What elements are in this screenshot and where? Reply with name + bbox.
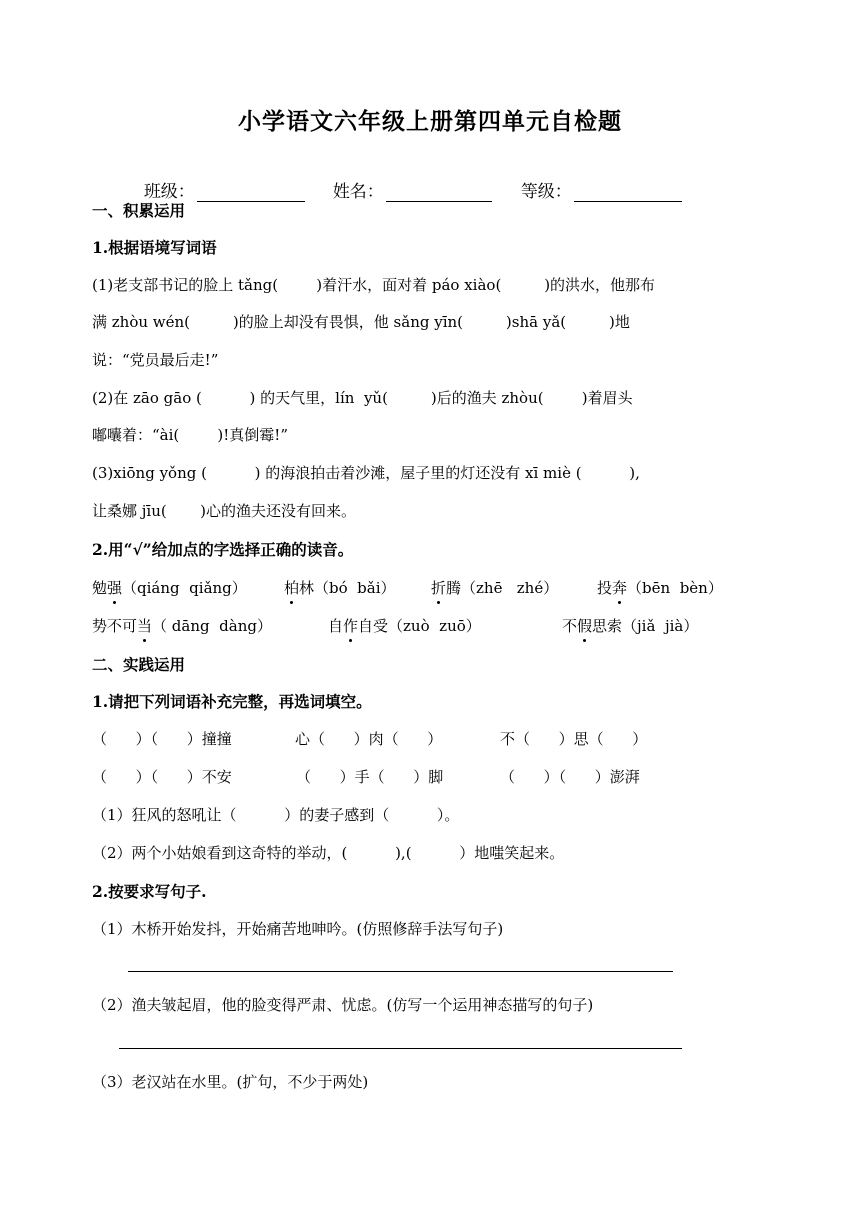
- q1-1-line-1: (1)老支部书记的脸上 tǎng( )着汗水，面对着 páo xiào( )的洪水，他那布: [92, 276, 656, 294]
- answer-line-1[interactable]: [128, 971, 673, 972]
- question-2-2-heading: 2.按要求写句子.: [92, 882, 207, 901]
- name-blank[interactable]: [386, 183, 492, 202]
- pronunciation-item: 自作自受（zuò zuō）: [328, 617, 481, 635]
- q1-1-line-7: 让桑娜 jīu( )心的渔夫还没有回来。: [92, 502, 356, 520]
- grade-label: 等级：: [520, 182, 572, 202]
- pronunciation-item: 不假思索（jiǎ jià）: [562, 617, 699, 635]
- dotted-char: 作: [343, 617, 359, 635]
- grade-blank[interactable]: [574, 183, 682, 202]
- pronunciation-item: 折腾（zhē zhé）: [431, 579, 559, 597]
- dotted-char: 奔: [612, 579, 628, 597]
- question-1-2-heading: 2.用“√”给加点的字选择正确的读音。: [92, 540, 354, 559]
- rewrite-prompt-1: （1）木桥开始发抖，开始痛苦地呻吟。(仿照修辞手法写句子): [92, 920, 504, 938]
- section-2-heading: 二、实践运用: [92, 655, 186, 674]
- dotted-char: 假: [577, 617, 593, 635]
- pronunciation-item: 柏林（bó bǎi）: [284, 579, 396, 597]
- q1-1-line-5: 嘟囔着：“ài( )!真倒霉!”: [92, 426, 288, 444]
- class-label: 班级：: [143, 182, 195, 202]
- q1-1-line-3: 说：“党员最后走!”: [92, 351, 219, 369]
- rewrite-prompt-3: （3）老汉站在水里。(扩句，不少于两处): [92, 1073, 369, 1091]
- pronunciation-item: 势不可当（ dāng dàng）: [92, 617, 272, 635]
- class-field: [133, 157, 305, 202]
- pronunciation-item: 勉强（qiáng qiǎng）: [92, 579, 247, 597]
- fill-sentence-2: （2）两个小姑娘看到这奇特的举动，( ),( ）地嗤笑起来。: [92, 844, 565, 862]
- name-field: [322, 157, 492, 202]
- idiom-fill-item: （ ）手（ ）脚: [296, 768, 444, 786]
- idiom-fill-item: （ ）（ ）不安: [92, 768, 232, 786]
- answer-line-2[interactable]: [119, 1048, 682, 1049]
- idiom-fill-item: （ ）（ ）撞撞: [92, 730, 232, 748]
- class-blank[interactable]: [197, 183, 305, 202]
- idiom-fill-item: （ ）（ ）澎湃: [500, 768, 640, 786]
- dotted-char: 折: [431, 579, 447, 597]
- idiom-fill-item: 心（ ）肉（ ）: [295, 730, 443, 748]
- page-title: 小学语文六年级上册第四单元自检题: [238, 108, 622, 135]
- name-label: 姓名：: [332, 182, 384, 202]
- grade-field: [510, 157, 682, 202]
- idiom-fill-item: 不（ ）思（ ）: [500, 730, 648, 748]
- dotted-char: 当: [137, 617, 153, 635]
- section-1-heading: 一、积累运用: [92, 201, 186, 220]
- fill-sentence-1: （1）狂风的怒吼让（ ）的妻子感到（ ）。: [92, 806, 460, 824]
- q1-1-line-4: (2)在 zāo gāo ( ) 的天气里，lín yǔ( )后的渔夫 zhòu( )着眉头: [92, 389, 633, 407]
- q1-1-line-6: (3)xiōng yǒng ( ) 的海浪拍击着沙滩，屋子里的灯还没有 xī miè ( ),: [92, 464, 640, 482]
- pronunciation-item: 投奔（bēn bèn）: [597, 579, 723, 597]
- question-2-1-heading: 1.请把下列词语补充完整，再选词填空。: [92, 692, 372, 711]
- dotted-char: 柏: [284, 579, 300, 597]
- question-1-1-heading: 1.根据语境写词语: [92, 238, 217, 257]
- rewrite-prompt-2: （2）渔夫皱起眉，他的脸变得严肃、忧虑。(仿写一个运用神态描写的句子): [92, 996, 594, 1014]
- dotted-char: 强: [107, 579, 123, 597]
- q1-1-line-2: 满 zhòu wén( )的脸上却没有畏惧，他 sǎng yīn( )shā yǎ( )地: [92, 313, 630, 331]
